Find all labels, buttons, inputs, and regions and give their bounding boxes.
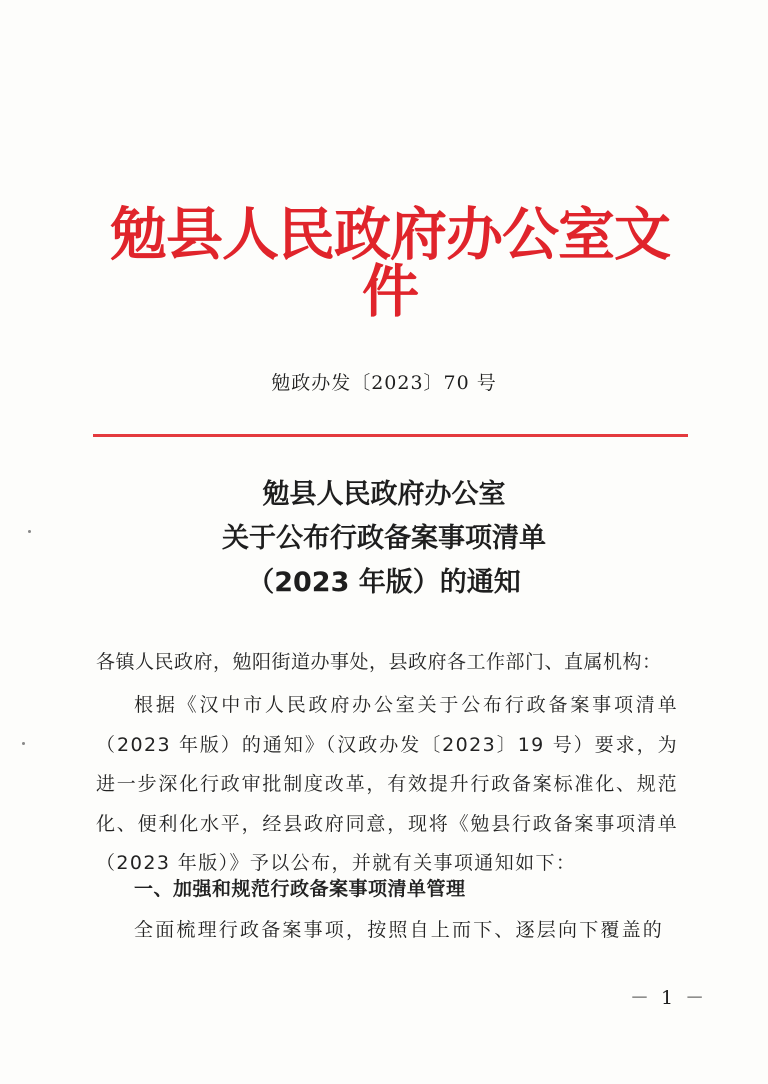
body-paragraph-1: 根据《汉中市人民政府办公室关于公布行政备案事项清单（2023 年版）的通知》（汉政办发〔2023〕19 号）要求，为进一步深化行政审批制度改革，有效提升行政备案标准化、规范化、便利化水平，经县政府同意，现将《勉县行政备案事项清单（2023 年版）》予以公布，并就有关事项通知如下： — [96, 694, 678, 874]
body-paragraph-2: 全面梳理行政备案事项，按照自上而下、逐层向下覆盖的 — [134, 919, 665, 941]
title-line-2: 关于公布行政备案事项清单 — [222, 523, 546, 554]
title-line-1: 勉县人民政府办公室 — [262, 479, 506, 510]
page-number: － 1 － — [630, 987, 708, 1009]
scan-speck-mark — [28, 530, 31, 533]
addressee-line: 各镇人民政府，勉阳街道办事处，县政府各工作部门、直属机构： — [96, 651, 662, 673]
section-heading-1: 一、加强和规范行政备案事项清单管理 — [134, 878, 466, 900]
red-divider-line — [93, 434, 688, 437]
title-line-3: （2023 年版）的通知 — [247, 567, 521, 598]
notice-title — [0, 473, 768, 605]
document-number: 勉政办发〔2023〕70 号 — [271, 372, 497, 394]
scan-speck-mark — [22, 742, 25, 745]
document-header: 勉县人民政府办公室文件 — [110, 201, 670, 325]
